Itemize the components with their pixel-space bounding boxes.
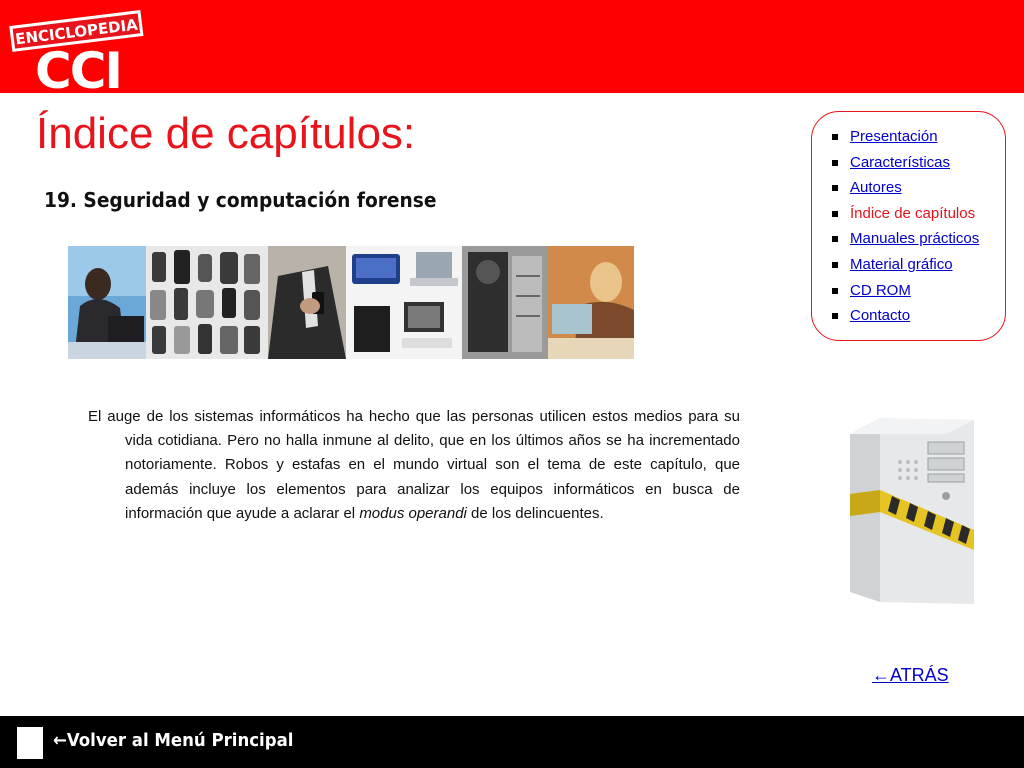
nav-item-caracteristicas (830, 152, 1005, 178)
pc-tower-crime-tape-image (846, 412, 980, 606)
nav-item-material-grafico (830, 254, 1005, 280)
chapter-photo-strip (68, 246, 634, 359)
computer-devices-photo (346, 246, 462, 359)
nav-link-material-grafico[interactable]: Material gráfico (850, 255, 953, 273)
header-bar (0, 0, 1024, 93)
nav-link-cd-rom[interactable]: CD ROM (850, 281, 911, 299)
square-bullet-icon (832, 211, 838, 217)
chapter-title: 19. Seguridad y computación forense (44, 188, 437, 212)
square-bullet-icon (832, 160, 838, 166)
page-title: Índice de capítulos: (36, 109, 416, 158)
usb-drives-photo (146, 246, 268, 359)
nav-link-presentacion[interactable]: Presentación (850, 128, 938, 145)
nav-item-contacto (830, 305, 1005, 331)
nav-item-indice-capitulos (830, 203, 1005, 229)
footer-bar (0, 716, 1024, 768)
square-bullet-icon (832, 313, 838, 319)
nav-item-autores (830, 177, 1005, 203)
svg-text:CCI: CCI (35, 42, 121, 90)
square-bullet-icon (832, 134, 838, 140)
square-bullet-icon (832, 185, 838, 191)
site-navigation (811, 111, 1006, 341)
nav-link-caracteristicas[interactable]: Características (850, 153, 951, 171)
svg-text:ENCICLOPEDIA: ENCICLOPEDIA (14, 15, 139, 49)
nav-item-manuales-practicos (830, 228, 1005, 254)
nav-current-indice-capitulos: Índice de capítulos (850, 204, 976, 222)
back-link[interactable]: ←ATRÁS (872, 665, 949, 685)
nav-link-manuales-practicos[interactable]: Manuales prácticos (850, 230, 980, 248)
nav-item-presentacion (830, 126, 1005, 152)
main-menu-link[interactable]: ←Volver al Menú Principal (53, 730, 294, 751)
square-bullet-icon (832, 236, 838, 242)
computer-hardware-photo (462, 246, 548, 359)
chapter-description: El auge de los sistemas informáticos ha hecho que las personas utilicen estos medios para su vida cotidiana. Pero no halla inmune al delito, que en los últimos años se ha incrementado notoriamente. Robos y estafas en el mundo virtual son el tema de este capítulo, que además incluye los elementos para analizar los equipos informáticos en busca de información que ayude a aclarar el modus operandi de los delincuentes. (88, 408, 740, 522)
woman-writing-photo (548, 246, 634, 359)
nav-item-cd-rom (830, 280, 1005, 306)
nav-link-autores[interactable]: Autores (850, 179, 902, 197)
square-bullet-icon (832, 288, 838, 294)
businessman-phone-photo (268, 246, 346, 359)
nav-link-contacto[interactable]: Contacto (850, 307, 911, 325)
enciclopedia-cci-logo (6, 8, 146, 90)
square-bullet-icon (832, 262, 838, 268)
woman-laptop-photo (68, 246, 146, 359)
white-square-icon (17, 727, 43, 759)
